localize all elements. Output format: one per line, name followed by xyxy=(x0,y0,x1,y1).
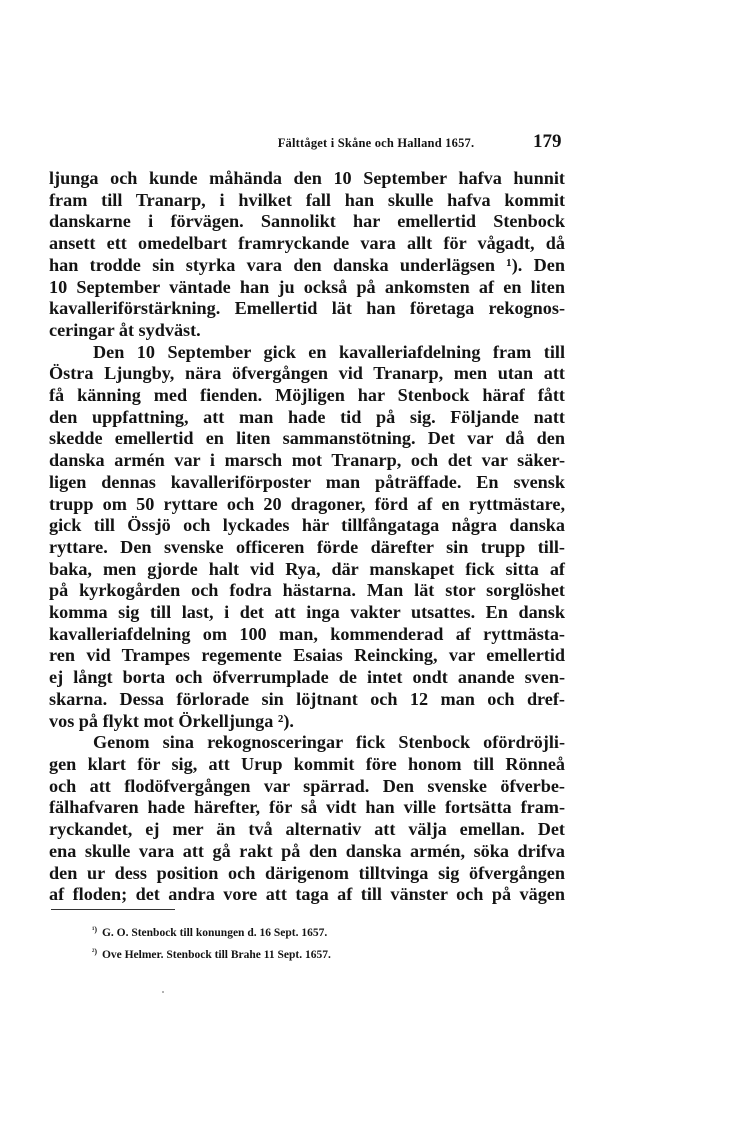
text-line: den uppfattning, att man hade tid på sig. Följande natt xyxy=(49,406,565,427)
text-line: ren vid Trampes regemente Esaias Reincking, var emellertid xyxy=(49,645,565,666)
text-line: ryckandet, ej mer än två alternativ att välja emellan. Det xyxy=(49,819,565,840)
text-line: ljunga och kunde måhända den 10 September hafva hunnit xyxy=(49,168,565,188)
text-line: Östra Ljungby, nära öfvergången vid Tranarp, men utan att xyxy=(49,363,565,384)
text-line: komma sig till last, i det att inga vakter utsattes. En dansk xyxy=(49,602,565,623)
body-text xyxy=(49,168,565,906)
text-line: Genom sina rekognosceringar fick Stenbock ofördröjli- xyxy=(93,732,565,753)
text-line: skarna. Dessa förlorade sin löjtnant och 12 man och dref- xyxy=(49,688,565,709)
text-line: gick till Össjö och lyckades här tillfångataga några danska xyxy=(49,515,565,536)
text-line: fram till Tranarp, i hvilket fall han skulle hafva kommit xyxy=(49,189,565,210)
text-line: ej långt borta och öfverrumplade de intet ondt anande sven- xyxy=(49,667,565,688)
text-line: danskarne i förvägen. Sannolikt har emellertid Stenbock xyxy=(49,211,565,232)
footnote-1 xyxy=(92,921,552,943)
text-line: ligen dennas kavalleriförposter man påträffade. En svensk xyxy=(49,471,565,492)
text-line: få känning med fienden. Möjligen har Stenbock häraf fått xyxy=(49,385,565,406)
text-line: på kyrkogården och fodra hästarna. Man lät stor sorglöshet xyxy=(49,580,565,601)
text-line: af floden; det andra vore att taga af till vänster och på vägen xyxy=(49,884,565,905)
text-line: och att flodöfvergången var spärrad. Den svenske öfverbe- xyxy=(49,775,565,796)
text-line: baka, men gjorde halt vid Rya, där manskapet fick sitta af xyxy=(49,558,565,579)
text-line: den ur dess position och därigenom tilltvinga sig öfvergången xyxy=(49,862,565,883)
text-line: ceringar åt sydväst. xyxy=(49,319,201,340)
footnote-text: G. O. Stenbock till konungen d. 16 Sept. 1657. xyxy=(101,927,328,939)
footnote-2 xyxy=(92,943,552,965)
text-line: vos på flykt mot Örkelljunga ²). xyxy=(49,710,294,731)
running-title: Fälttåget i Skåne och Halland 1657. xyxy=(277,136,475,150)
paper-speck xyxy=(162,991,164,993)
text-line: kavalleriförstärkning. Emellertid lät han företaga rekognos- xyxy=(49,298,565,319)
text-line: Den 10 September gick en kavalleriafdelning fram till xyxy=(93,341,565,362)
text-line: ryttare. Den svenske officeren förde därefter sin trupp till- xyxy=(49,536,565,557)
text-line: 10 September väntade han ju också på ankomsten af en liten xyxy=(49,276,565,297)
page-number: 179 xyxy=(533,131,562,152)
text-line: kavalleriafdelning om 100 man, kommenderad af ryttmästa- xyxy=(49,623,565,644)
text-line: danska armén var i marsch mot Tranarp, och det var säker- xyxy=(49,450,565,471)
text-line: skedde emellertid en liten sammanstötning. Det var då den xyxy=(49,428,565,449)
text-line: gen klart för sig, att Urup kommit före honom till Rönneå xyxy=(49,753,565,774)
text-line: ansett ett omedelbart framryckande vara allt för vågadt, då xyxy=(49,233,565,254)
text-line: ena skulle vara att gå rakt på den danska armén, söka drifva xyxy=(49,840,565,861)
footnote-marker: ²) xyxy=(92,946,98,956)
footnote-divider xyxy=(51,909,175,910)
footnote-marker: ¹) xyxy=(92,925,98,934)
text-line: fälhafvaren hade härefter, för så vidt han ville fortsätta fram- xyxy=(49,797,565,818)
footnotes xyxy=(92,921,552,964)
text-line: trupp om 50 ryttare och 20 dragoner, förd af en ryttmästare, xyxy=(49,493,565,514)
footnote-text: Ove Helmer. Stenbock till Brahe 11 Sept. 1657. xyxy=(101,948,331,961)
text-line: han trodde sin styrka vara den danska underlägsen ¹). Den xyxy=(49,254,565,275)
